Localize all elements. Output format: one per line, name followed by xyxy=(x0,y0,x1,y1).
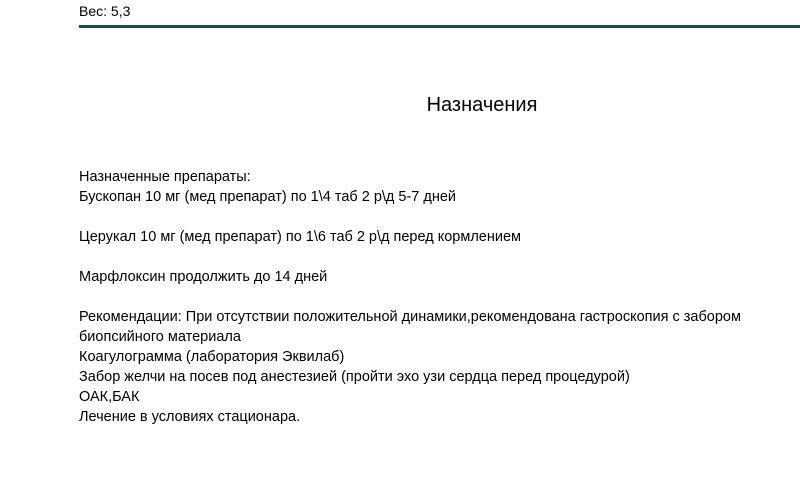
recommendations-line: биопсийного материала xyxy=(79,329,241,345)
recommendations-line: Рекомендации: При отсутствии положительной динамики,рекомендована гастроскопия с забором xyxy=(79,309,741,325)
prescriptions-content xyxy=(79,167,800,427)
prescription-item: Церукал 10 мг (мед препарат) по 1\6 таб 2 р\д перед кормлением xyxy=(79,229,522,245)
spacer xyxy=(79,247,800,267)
recommendations-line: Лечение в условиях стационара. xyxy=(79,409,301,425)
recommendations-line: Забор желчи на посев под анестезией (пройти эхо узи сердца перед процедурой) xyxy=(79,369,630,385)
spacer xyxy=(79,287,800,307)
section-title: Назначения xyxy=(426,94,538,116)
recommendations-line: Коагулограмма (лаборатория Эквилаб) xyxy=(79,349,345,365)
prescriptions-heading: Назначенные препараты: xyxy=(79,169,251,185)
spacer xyxy=(79,207,800,227)
prescription-item: Бускопан 10 мг (мед препарат) по 1\4 таб 2 р\д 5-7 дней xyxy=(79,189,457,205)
recommendations-line: ОАК,БАК xyxy=(79,389,140,405)
header-divider xyxy=(79,25,800,28)
prescription-item: Марфлоксин продолжить до 14 дней xyxy=(79,269,328,285)
patient-weight: Вес: 5,3 xyxy=(79,3,131,19)
